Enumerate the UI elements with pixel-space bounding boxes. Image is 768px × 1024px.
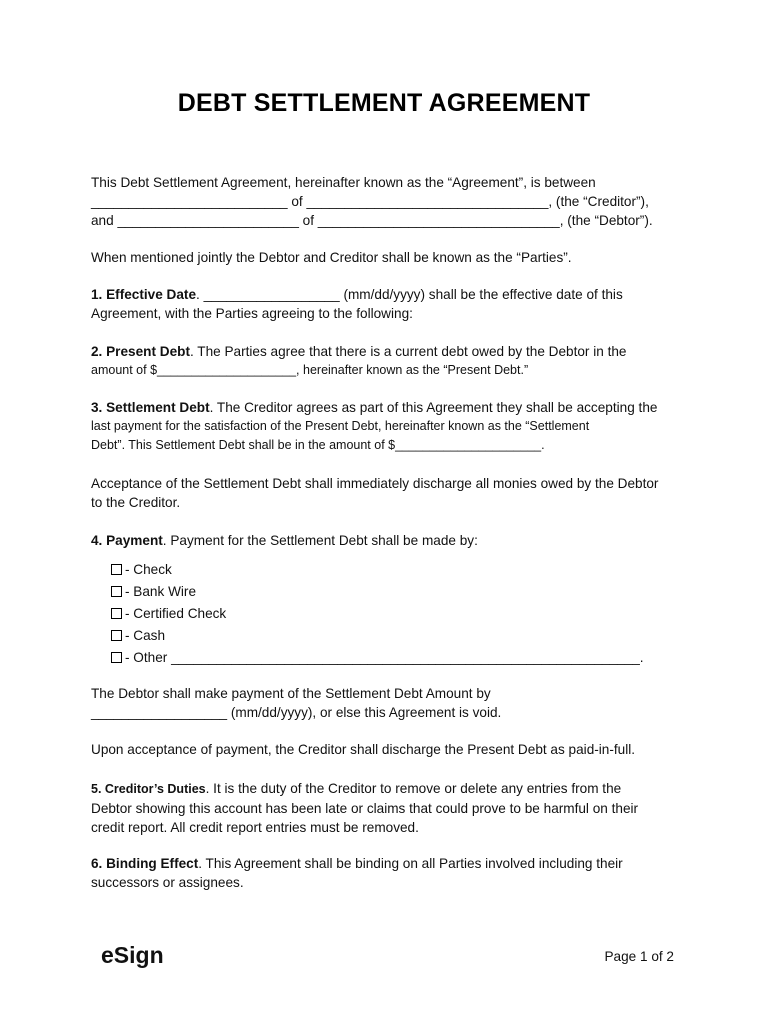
section-text: Debtor showing this account has been late or claims that could prove to be harmful on their [91,801,639,816]
option-label: - Check [125,561,172,577]
section-payment [91,531,691,550]
section-text: . The Parties agree that there is a current debt owed by the Debtor in the [189,344,627,359]
section-present-debt [91,342,691,380]
section-binding-effect [91,854,691,892]
section-creditors-duties [91,779,691,837]
paragraph-line: __________________ (mm/dd/yyyy), or else this Agreement is void. [91,705,502,720]
checkbox-icon[interactable] [111,652,122,663]
section-text: . It is the duty of the Creditor to remove or delete any entries from the [205,781,622,796]
checkbox-icon[interactable] [111,586,122,597]
debtor-payment-paragraph [91,684,691,722]
intro-paragraph [91,173,691,230]
checkbox-icon[interactable] [111,564,122,575]
esign-logo: eSign [101,942,164,968]
payment-option-check[interactable] [111,558,644,580]
upon-acceptance-paragraph: Upon acceptance of payment, the Creditor shall discharge the Present Debt as paid-in-full. [91,742,636,757]
section-heading: 1. Effective Date [91,287,197,302]
section-text: . Payment for the Settlement Debt shall be made by: [162,533,478,548]
section-text: . This Agreement shall be binding on all Parties involved including their [198,856,623,871]
payment-option-cash[interactable] [111,624,644,646]
payment-option-bank-wire[interactable] [111,580,644,602]
section-heading: 2. Present Debt [91,344,190,359]
parties-paragraph: When mentioned jointly the Debtor and Creditor shall be known as the “Parties”. [91,250,572,265]
option-label: - Certified Check [125,605,227,621]
paragraph-line: to the Creditor. [91,495,181,510]
payment-options-list [111,558,644,668]
option-label: - Cash [125,627,166,643]
intro-line: This Debt Settlement Agreement, hereinafter known as the “Agreement”, is between [91,175,596,190]
section-heading: 4. Payment [91,533,163,548]
option-label: - Bank Wire [125,583,197,599]
option-label: - Other ______________________________________________________________. [125,649,644,665]
intro-line: __________________________ of ________________________________, (the “Creditor”), [91,194,649,209]
section-text: successors or assignees. [91,875,244,890]
checkbox-icon[interactable] [111,608,122,619]
section-text: . The Creditor agrees as part of this Agreement they shall be accepting the [209,400,658,415]
acceptance-paragraph [91,474,691,512]
section-heading: 6. Binding Effect [91,856,199,871]
section-heading: 5. Creditor’s Duties [91,782,206,796]
section-heading: 3. Settlement Debt [91,400,210,415]
intro-line: and ________________________ of ________________________________, (the “Debtor”). [91,213,653,228]
payment-option-other[interactable] [111,646,644,668]
section-text: . __________________ (mm/dd/yyyy) shall be the effective date of this [196,287,623,302]
paragraph-line: Acceptance of the Settlement Debt shall immediately discharge all monies owed by the Debtor [91,476,659,491]
section-effective-date [91,285,691,323]
section-text: last payment for the satisfaction of the Present Debt, hereinafter known as the “Settlement [91,419,590,433]
page-number: Page 1 of 2 [604,949,674,964]
section-text: Debt”. This Settlement Debt shall be in the amount of $_____________________. [91,438,545,452]
document-title: DEBT SETTLEMENT AGREEMENT [177,89,591,117]
payment-option-certified-check[interactable] [111,602,644,624]
section-settlement-debt [91,398,691,455]
section-text: amount of $____________________, hereinafter known as the “Present Debt.” [91,363,529,377]
checkbox-icon[interactable] [111,630,122,641]
section-text: Agreement, with the Parties agreeing to the following: [91,306,413,321]
paragraph-line: The Debtor shall make payment of the Settlement Debt Amount by [91,686,491,701]
section-text: credit report. All credit report entries must be removed. [91,820,419,835]
